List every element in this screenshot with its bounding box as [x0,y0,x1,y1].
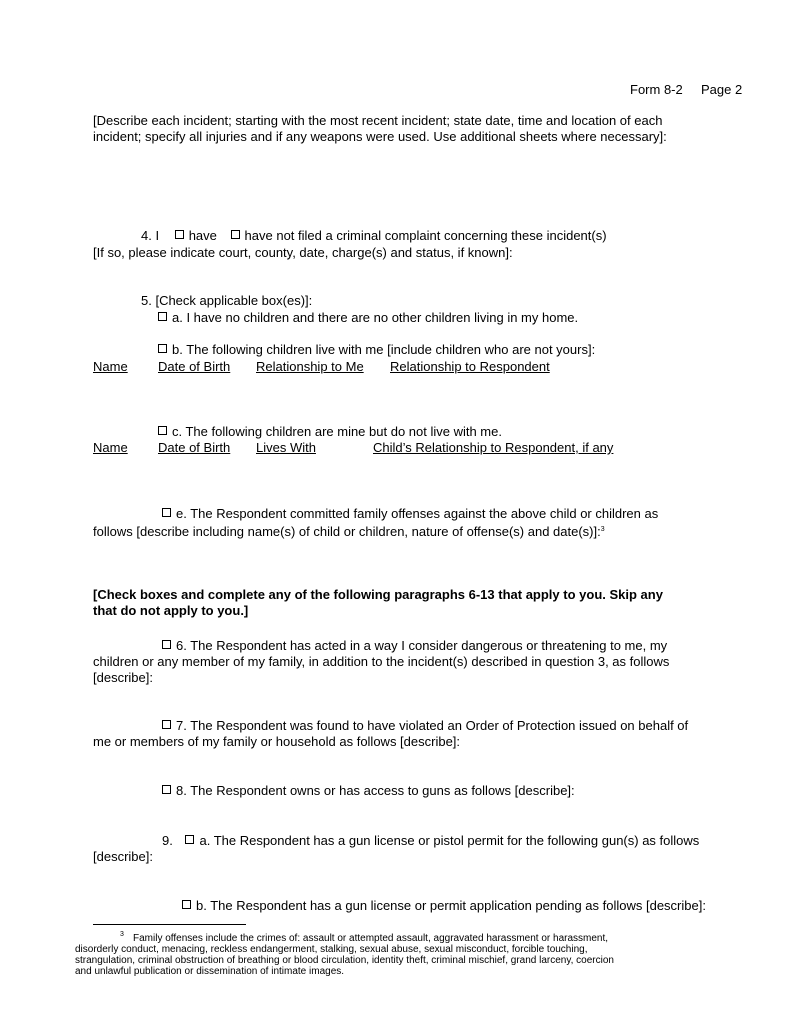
column-header-date-of-birth: Date of Birth [158,440,231,455]
question-6-line-2: children or any member of my family, in addition to the incident(s) described in question 3, as follows [93,654,670,669]
question-7-line-2: me or members of my family or household as follows [describe]: [93,734,461,749]
footnote-line-1: Family offenses include the crimes of: assault or attempted assault, aggravated harassment or harassment, [133,933,609,944]
have-not-label: have not filed a criminal complaint concerning these incident(s) [244,228,607,243]
question-9a [162,833,699,849]
question-9b [182,898,706,914]
question-6-line-3: [describe]: [93,670,153,685]
question-4-instructions: [If so, please indicate court, county, date, charge(s) and status, if known]: [93,245,513,260]
question-9b-checkbox[interactable] [182,900,191,909]
question-5-title: 5. [Check applicable box(es)]: [141,293,313,308]
question-8-checkbox[interactable] [162,785,171,794]
question-5a-checkbox[interactable] [158,312,167,321]
question-5e [162,506,658,522]
question-5b-text: b. The following children live with me [include children who are not yours]: [172,342,596,357]
form-number: Form 8-2 [630,82,683,97]
footnote-line-3: strangulation, criminal obstruction of breathing or blood circulation, identity theft, criminal mischief, grand larceny, coercion [75,955,614,966]
column-header-lives-with: Lives With [256,440,316,455]
question-7-checkbox[interactable] [162,720,171,729]
footnote-divider [93,924,246,925]
page-number: Page 2 [701,82,743,97]
column-header-date-of-birth: Date of Birth [158,359,231,374]
footnote-reference: 3 [600,526,605,533]
question-4-number: 4. I [141,228,160,243]
question-4 [141,228,607,244]
question-8-text: 8. The Respondent owns or has access to guns as follows [describe]: [176,783,575,798]
question-9b-text: b. The Respondent has a gun license or permit application pending as follows [describe]: [196,898,706,913]
question-9a-checkbox[interactable] [185,835,194,844]
have-not-checkbox[interactable] [231,230,240,239]
column-header-childs-relationship: Child’s Relationship to Respondent, if any [373,440,614,455]
question-5e-line-2-text: follows [describe including name(s) of child or children, nature of offense(s) and date(s)]: [93,524,601,539]
footnote-line-4: and unlawful publication or dissemination of intimate images. [75,966,345,977]
instructions-line-2: that do not apply to you.] [93,603,249,618]
question-6-text: 6. The Respondent has acted in a way I consider dangerous or threatening to me, my [176,638,668,653]
question-5e-text: e. The Respondent committed family offenses against the above child or children as [176,506,659,521]
footnote-line-2: disorderly conduct, menacing, reckless endangerment, stalking, sexual abuse, sexual misconduct, forcible touching, [75,944,588,955]
question-5e-checkbox[interactable] [162,508,171,517]
have-checkbox[interactable] [175,230,184,239]
question-9-number: 9. [162,833,173,848]
have-label: have [188,228,217,243]
question-8 [162,783,575,799]
question-6-checkbox[interactable] [162,640,171,649]
question-5a-text: a. I have no children and there are no other children living in my home. [172,310,579,325]
question-5e-line-2 [93,522,605,540]
question-7 [162,718,688,734]
intro-line-1: [Describe each incident; starting with the most recent incident; state date, time and location of each [93,113,663,128]
question-5c-text: c. The following children are mine but do not live with me. [172,424,502,439]
question-9a-text: a. The Respondent has a gun license or pistol permit for the following gun(s) as follows [199,833,700,848]
column-header-relationship-to-respondent: Relationship to Respondent [390,359,550,374]
question-5c-checkbox[interactable] [158,426,167,435]
question-6 [162,638,667,654]
question-5b-checkbox[interactable] [158,344,167,353]
intro-line-2: incident; specify all injuries and if any weapons were used. Use additional sheets where necessary]: [93,129,667,144]
question-7-text: 7. The Respondent was found to have violated an Order of Protection issued on behalf of [176,718,689,733]
instructions-line-1: [Check boxes and complete any of the following paragraphs 6-13 that apply to you. Skip any [93,587,663,602]
footnote-number: 3 [120,931,124,938]
question-5c [158,424,502,440]
question-5b [158,342,595,358]
question-9a-line-2: [describe]: [93,849,153,864]
column-header-name: Name [93,359,128,374]
column-header-relationship-to-me: Relationship to Me [256,359,364,374]
question-5a [158,310,578,326]
column-header-name: Name [93,440,128,455]
